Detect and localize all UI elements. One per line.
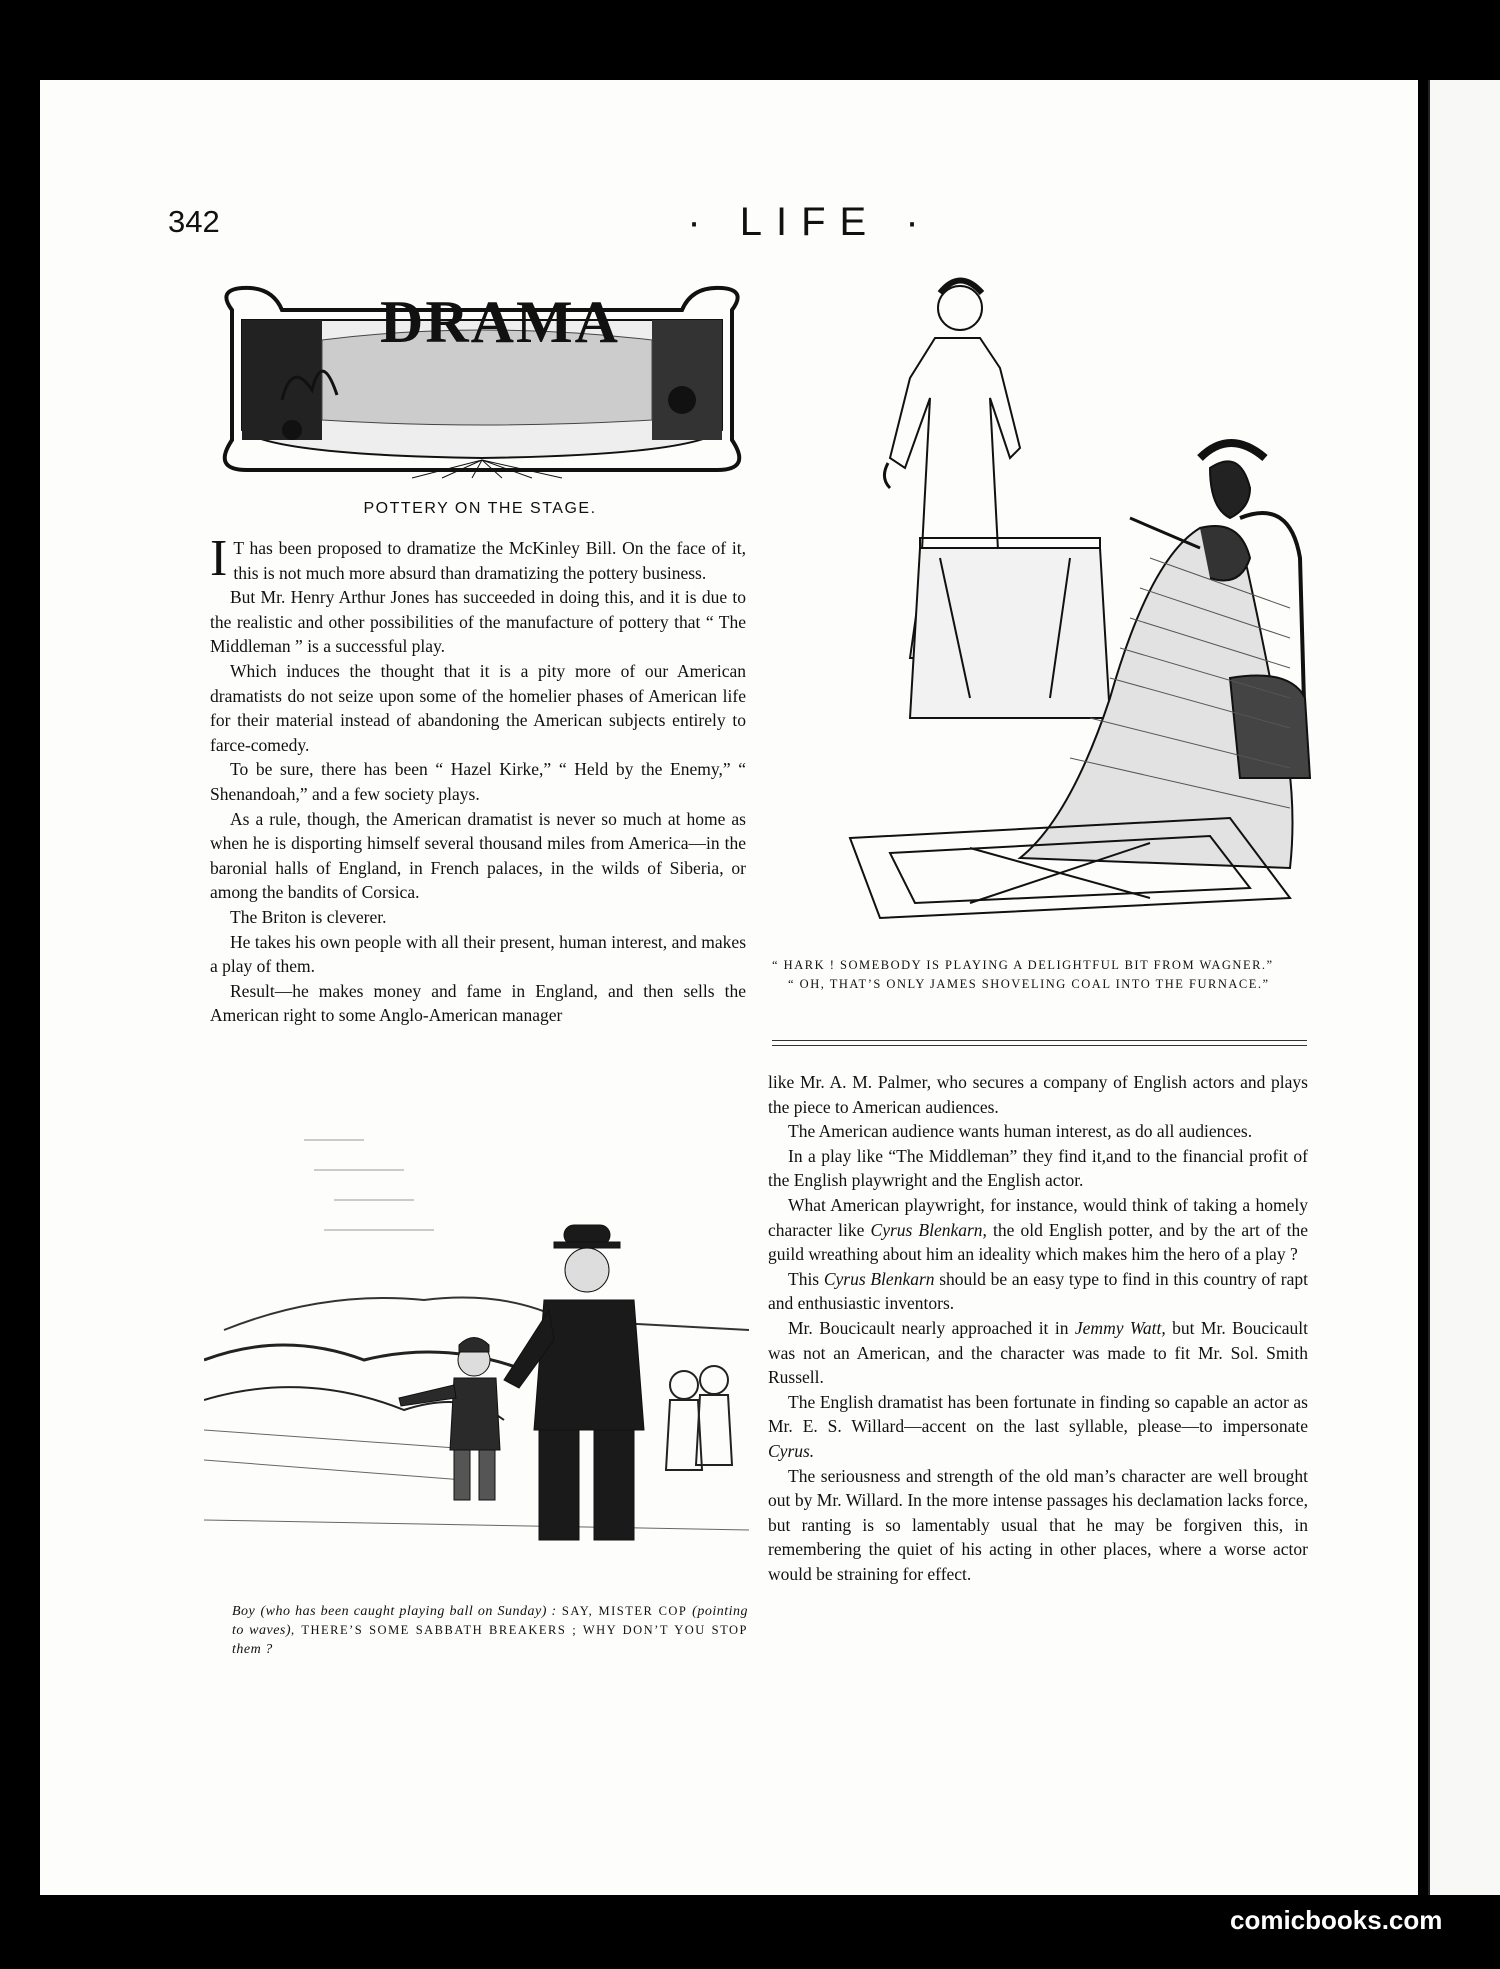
- caption-speaker: Boy: [232, 1604, 256, 1619]
- column-divider: [772, 1040, 1307, 1041]
- paragraph: like Mr. A. M. Palmer, who secures a company of English actors and plays the piece to American audiences.: [768, 1072, 1308, 1117]
- drop-cap: I: [210, 530, 228, 587]
- article-heading: POTTERY ON THE STAGE.: [363, 500, 597, 517]
- paragraph: T has been proposed to dramatize the McKinley Bill. On the face of it, this is not much more absurd than dramatizing the pottery business.: [233, 538, 746, 583]
- masthead-title: · LIFE ·: [687, 200, 933, 244]
- adjacent-page-edge: [1428, 80, 1500, 1895]
- article-column-right: [768, 1070, 1308, 1586]
- caption-stage-note: (who has been caught playing ball on Sunday) :: [260, 1604, 557, 1619]
- paragraph: As a rule, though, the American dramatist is never so much at home as when he is disporting himself several thousand miles from America—in the baronial halls of England, in French palaces, in the wilds of Siberia, or among the bandits of Corsica.: [210, 808, 746, 903]
- paragraph: What American playwright, for instance, would think of taking a homely character like Cyrus Blenkarn, the old English potter, and by the art of the guild wreathing about him an ideality which makes him the hero of a play ?: [768, 1194, 1308, 1265]
- character-name: Cyrus.: [768, 1440, 815, 1461]
- paragraph: The Briton is cleverer.: [230, 906, 387, 927]
- caption-policeman-boy: [232, 1602, 748, 1659]
- page-number: 342: [168, 204, 220, 239]
- character-name: Cyrus Blenkarn,: [870, 1219, 987, 1240]
- caption-line: “ HARK ! SOMEBODY IS PLAYING A DELIGHTFUL BIT FROM WAGNER.”: [772, 958, 1274, 972]
- paragraph: But Mr. Henry Arthur Jones has succeeded in doing this, and it is due to the realistic and other possibilities of the manufacture of pottery that “ The Middleman ” is a successful play.: [210, 587, 746, 657]
- caption-text: SAY, MISTER COP: [556, 1604, 693, 1618]
- caption-stage-note: (pointing to waves): [232, 1604, 748, 1638]
- banner-title: DRAMA: [380, 289, 620, 355]
- drama-banner: [212, 280, 752, 480]
- caption-line: “ OH, THAT’S ONLY JAMES SHOVELING COAL INTO THE FURNACE.”: [788, 977, 1270, 991]
- column-divider: [772, 1045, 1307, 1046]
- watermark: comicbooks.com: [1230, 1905, 1443, 1935]
- paragraph: Which induces the thought that it is a pity more of our American dramatists do not seize upon some of the homelier phases of American life for their material instead of abandoning the American subjects entirely to farce-comedy.: [210, 660, 746, 755]
- article-column-left: [210, 530, 746, 1028]
- paragraph: Mr. Boucicault nearly approached it in Jemmy Watt, but Mr. Boucicault was not an American, and the character was made to fit Mr. Sol. Smith Russell.: [768, 1317, 1308, 1388]
- paragraph: He takes his own people with all their present, human interest, and makes a play of them.: [210, 931, 746, 977]
- caption-text: , THERE’S SOME SABBATH BREAKERS ; WHY DON’T YOU STOP: [291, 1623, 748, 1637]
- illustration-women-parlor: [770, 258, 1315, 938]
- paragraph: This Cyrus Blenkarn should be an easy type to find in this country of rapt and enthusiastic inventors.: [768, 1268, 1309, 1314]
- caption-emphasis: them ?: [232, 1642, 273, 1657]
- paragraph: In a play like “The Middleman” they find it,and to the financial profit of the English playwright and the English actor.: [768, 1145, 1308, 1191]
- paragraph: Result—he makes money and fame in England, and then sells the American right to some Anglo-American manager: [210, 980, 746, 1026]
- paragraph: The seriousness and strength of the old man’s character are well brought out by Mr. Willard. In the more intense passages his declamation lacks force, but ranting is so lamentably usual that he may be forgiven this, in remembering the quiet of his acting in other places, where a worse actor would be straining for effect.: [768, 1465, 1308, 1584]
- character-name: Cyrus Blenkarn: [823, 1268, 935, 1289]
- character-name: Jemmy Watt,: [1074, 1317, 1166, 1338]
- illustration-policeman-boy: [204, 1130, 749, 1570]
- paragraph: The American audience wants human interest, as do all audiences.: [788, 1121, 1253, 1142]
- caption-women-parlor: [772, 956, 1307, 994]
- paragraph: The English dramatist has been fortunate in finding so capable an actor as Mr. E. S. Willard—accent on the last syllable, please—to impersonate Cyrus.: [768, 1391, 1308, 1461]
- paragraph: To be sure, there has been “ Hazel Kirke,” “ Held by the Enemy,” “ Shenandoah,” and a few society plays.: [210, 759, 746, 804]
